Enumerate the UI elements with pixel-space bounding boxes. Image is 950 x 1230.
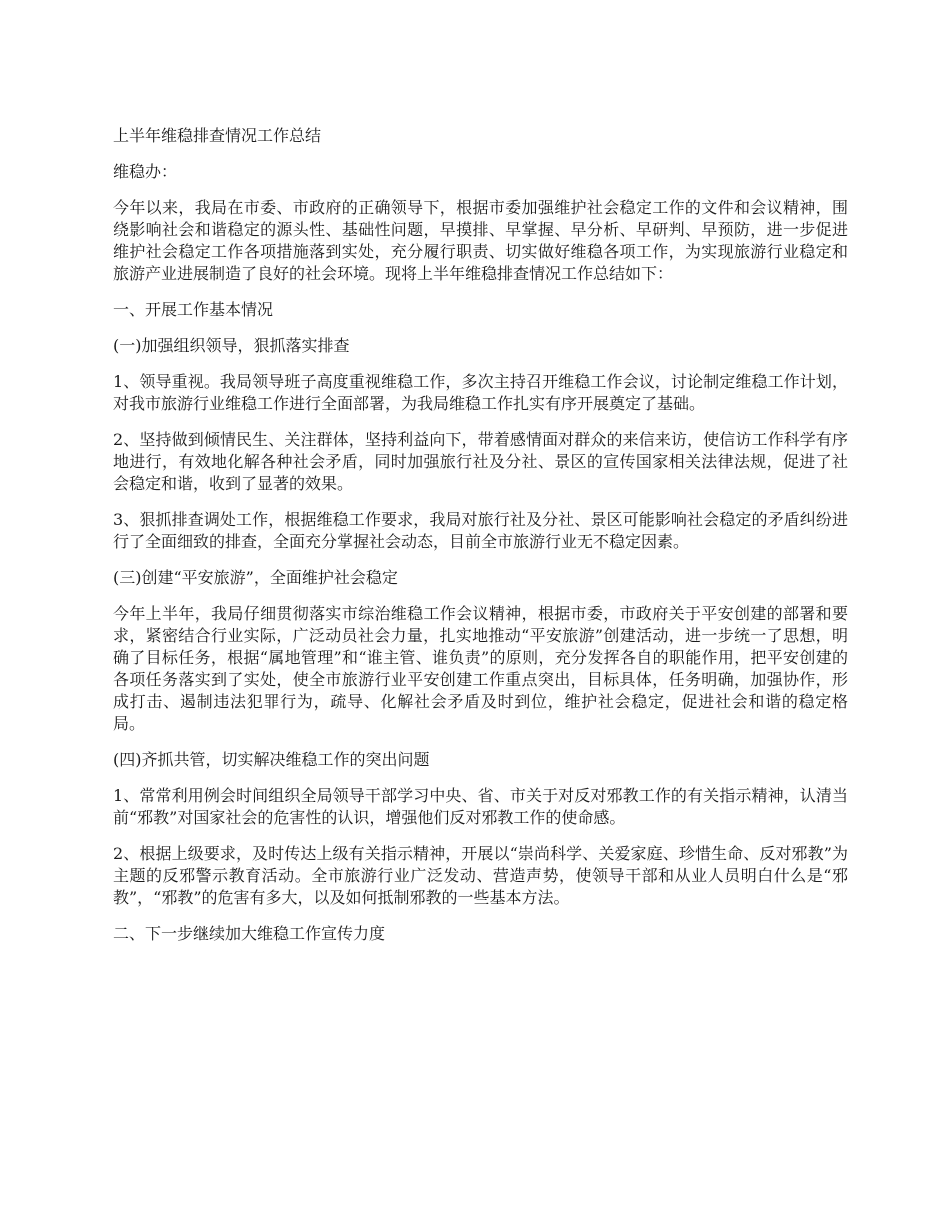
subsection-heading-1: (一)加强组织领导，狠抓落实排查 xyxy=(113,336,350,355)
paragraph-item-4-2: 2、根据上级要求，及时传达上级有关指示精神，开展以“崇尚科学、关爱家庭、珍惜生命、反对邪教”为主题的反邪警示教育活动。全市旅游行业广泛发动、营造声势，使领导干部和从业人员明白什么是“邪教”，“邪教”的危害有多大，以及如何抵制邪教的一些基本方法。 xyxy=(113,844,848,907)
section-heading-2: 二、下一步继续加大维稳工作宣传力度 xyxy=(113,924,386,943)
paragraph-safe-tourism: 今年上半年，我局仔细贯彻落实市综治维稳工作会议精神，根据市委，市政府关于平安创建的部署和要求，紧密结合行业实际，广泛动员社会力量，扎实地推动“平安旅游”创建活动，进一步统一了思想，明确了目标任务，根据“属地管理”和“谁主管、谁负责”的原则，充分发挥各自的职能作用，把平安创建的各项任务落实到了实处，使全市旅游行业平安创建工作重点突出，目标具体，任务明确，加强协作，形成打击、遏制违法犯罪行为，疏导、化解社会矛盾及时到位，维护社会稳定，促进社会和谐的稳定格局。 xyxy=(113,604,848,733)
paragraph-item-4-1: 1、常常利用例会时间组织全局领导干部学习中央、省、市关于对反对邪教工作的有关指示精神，认清当前“邪教”对国家社会的危害性的认识，增强他们反对邪教工作的使命感。 xyxy=(113,786,848,827)
section-heading-1: 一、开展工作基本情况 xyxy=(113,300,274,319)
intro-paragraph: 今年以来，我局在市委、市政府的正确领导下，根据市委加强维护社会稳定工作的文件和会议精神，围绕影响社会和谐稳定的源头性、基础性问题，早摸排、早掌握、早分析、早研判、早预防，进一步促进维护社会稳定工作各项措施落到实处，充分履行职责、切实做好维稳各项工作，为实现旅游行业稳定和旅游产业进展制造了良好的社会环境。现将上半年维稳排查情况工作总结如下： xyxy=(113,198,848,283)
subsection-heading-3: (三)创建“平安旅游”，全面维护社会稳定 xyxy=(113,568,398,587)
paragraph-item-1-2: 2、坚持做到倾情民生、关注群体，坚持利益向下，带着感情面对群众的来信来访，使信访工作科学有序地进行，有效地化解各种社会矛盾，同时加强旅行社及分社、景区的宣传国家相关法律法规，促进了社会稳定和谐，收到了显著的效果。 xyxy=(113,430,848,493)
document-page xyxy=(113,125,848,959)
subsection-heading-4: (四)齐抓共管，切实解决维稳工作的突出问题 xyxy=(113,750,430,769)
document-title: 上半年维稳排查情况工作总结 xyxy=(113,126,322,145)
document-addressee: 维稳办： xyxy=(113,162,178,181)
paragraph-item-1-1: 1、领导重视。我局领导班子高度重视维稳工作，多次主持召开维稳工作会议，讨论制定维稳工作计划，对我市旅游行业维稳工作进行全面部署，为我局维稳工作扎实有序开展奠定了基础。 xyxy=(113,372,848,413)
paragraph-item-1-3: 3、狠抓排查调处工作，根据维稳工作要求，我局对旅行社及分社、景区可能影响社会稳定的矛盾纠纷进行了全面细致的排查，全面充分掌握社会动态，目前全市旅游行业无不稳定因素。 xyxy=(113,510,848,551)
